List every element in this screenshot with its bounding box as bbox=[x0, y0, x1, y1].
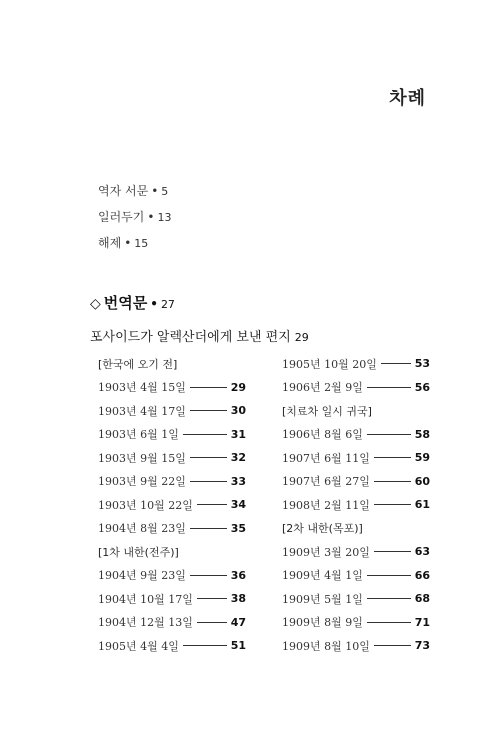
toc-entry-page: 34 bbox=[230, 498, 246, 512]
diamond-icon: ◇ bbox=[90, 296, 101, 312]
front-matter-page: 13 bbox=[157, 211, 172, 224]
leader-line bbox=[374, 551, 411, 552]
toc-entry-page: 47 bbox=[230, 615, 246, 629]
toc-right-column bbox=[282, 352, 430, 658]
toc-entry-date: 1905년 4월 4일 bbox=[98, 639, 179, 653]
toc-entry[interactable] bbox=[282, 376, 430, 400]
toc-entry-page: 58 bbox=[414, 427, 430, 441]
toc-entry-date: 1904년 10월 17일 bbox=[98, 592, 193, 606]
leader-line bbox=[197, 504, 227, 505]
section-label: 번역문 bbox=[103, 294, 148, 312]
toc-group-heading bbox=[98, 352, 246, 376]
toc-entry-date: 1909년 8월 9일 bbox=[282, 616, 363, 630]
toc-entry-page: 73 bbox=[414, 639, 430, 653]
toc-entry-date: 1904년 8월 23일 bbox=[98, 522, 186, 536]
leader-line bbox=[367, 598, 411, 599]
toc-entry-date: 1903년 4월 15일 bbox=[98, 381, 186, 395]
leader-line bbox=[367, 387, 411, 388]
toc-group-label: [한국에 오기 전] bbox=[98, 357, 178, 371]
front-matter-list bbox=[98, 178, 171, 256]
leader-line bbox=[374, 504, 411, 505]
subsection-label: 포사이드가 알렉산더에게 보낸 편지 bbox=[90, 330, 291, 345]
front-matter-label: 일러두기 bbox=[98, 210, 145, 224]
toc-entry-date: 1905년 10월 20일 bbox=[282, 357, 377, 371]
toc-entry-date: 1903년 9월 22일 bbox=[98, 475, 186, 489]
toc-entry-date: 1903년 10월 22일 bbox=[98, 498, 193, 512]
leader-line bbox=[374, 481, 411, 482]
toc-entry-date: 1907년 6월 11일 bbox=[282, 451, 370, 465]
leader-line bbox=[197, 598, 227, 599]
toc-entry-page: 63 bbox=[414, 545, 430, 559]
page-title: 차례 bbox=[389, 88, 426, 109]
toc-entry[interactable] bbox=[282, 493, 430, 517]
toc-entry[interactable] bbox=[282, 564, 430, 588]
toc-entry-page: 56 bbox=[414, 380, 430, 394]
toc-entry-page: 66 bbox=[414, 568, 430, 582]
front-matter-item[interactable] bbox=[98, 230, 171, 256]
toc-entry-page: 31 bbox=[230, 427, 246, 441]
toc-entry-date: 1904년 12월 13일 bbox=[98, 616, 193, 630]
section-page: 27 bbox=[160, 298, 175, 311]
bullet-dot: • bbox=[147, 210, 155, 224]
toc-entry[interactable] bbox=[98, 634, 246, 658]
front-matter-page: 15 bbox=[134, 237, 149, 250]
toc-entry-page: 53 bbox=[414, 357, 430, 371]
front-matter-label: 역자 서문 bbox=[98, 184, 149, 198]
toc-entry[interactable] bbox=[282, 352, 430, 376]
subsection-heading[interactable] bbox=[90, 326, 309, 345]
toc-entry-date: 1903년 6월 1일 bbox=[98, 428, 179, 442]
leader-line bbox=[190, 575, 227, 576]
leader-line bbox=[374, 457, 411, 458]
leader-line bbox=[367, 434, 411, 435]
toc-entry[interactable] bbox=[98, 564, 246, 588]
front-matter-label: 해제 bbox=[98, 236, 122, 250]
toc-left-column bbox=[98, 352, 246, 658]
toc-entry-page: 71 bbox=[414, 615, 430, 629]
toc-entry-page: 68 bbox=[414, 592, 430, 606]
leader-line bbox=[190, 481, 227, 482]
leader-line bbox=[190, 387, 227, 388]
leader-line bbox=[374, 645, 411, 646]
toc-entry-page: 59 bbox=[414, 451, 430, 465]
toc-entry-date: 1908년 2월 11일 bbox=[282, 498, 370, 512]
leader-line bbox=[183, 434, 227, 435]
toc-entry[interactable] bbox=[98, 376, 246, 400]
toc-entry[interactable] bbox=[98, 423, 246, 447]
toc-entry[interactable] bbox=[98, 611, 246, 635]
toc-entry[interactable] bbox=[282, 446, 430, 470]
toc-group-label: [치료차 일시 귀국] bbox=[282, 404, 372, 418]
toc-group-heading bbox=[282, 517, 430, 541]
leader-line bbox=[190, 457, 227, 458]
toc-group-heading bbox=[98, 540, 246, 564]
leader-line bbox=[381, 363, 411, 364]
toc-entry-date: 1909년 8월 10일 bbox=[282, 639, 370, 653]
toc-entry-page: 35 bbox=[230, 521, 246, 535]
toc-entry[interactable] bbox=[98, 493, 246, 517]
toc-entry-page: 30 bbox=[230, 404, 246, 418]
subsection-page: 29 bbox=[294, 331, 309, 344]
toc-entry-page: 38 bbox=[230, 592, 246, 606]
toc-group-heading bbox=[282, 399, 430, 423]
leader-line bbox=[190, 410, 227, 411]
toc-entry-page: 33 bbox=[230, 474, 246, 488]
toc-entry[interactable] bbox=[98, 587, 246, 611]
toc-entry-date: 1906년 8월 6일 bbox=[282, 428, 363, 442]
toc-entry[interactable] bbox=[282, 423, 430, 447]
toc-entry[interactable] bbox=[282, 611, 430, 635]
toc-entry-date: 1903년 9월 15일 bbox=[98, 451, 186, 465]
toc-entry-date: 1903년 4월 17일 bbox=[98, 404, 186, 418]
leader-line bbox=[197, 622, 227, 623]
bullet-dot: • bbox=[151, 184, 159, 198]
leader-line bbox=[183, 645, 227, 646]
toc-entry-date: 1907년 6월 27일 bbox=[282, 475, 370, 489]
front-matter-page: 5 bbox=[161, 185, 169, 198]
bullet-dot: • bbox=[150, 297, 158, 311]
toc-entry[interactable] bbox=[282, 634, 430, 658]
front-matter-item[interactable] bbox=[98, 204, 171, 230]
toc-entry[interactable] bbox=[282, 470, 430, 494]
toc-entry-page: 29 bbox=[230, 380, 246, 394]
leader-line bbox=[190, 528, 227, 529]
toc-entry-date: 1904년 9월 23일 bbox=[98, 569, 186, 583]
toc-entry-date: 1906년 2월 9일 bbox=[282, 381, 363, 395]
toc-entry-page: 36 bbox=[230, 568, 246, 582]
toc-group-label: [2차 내한(목포)] bbox=[282, 522, 363, 536]
bullet-dot: • bbox=[124, 236, 132, 250]
toc-entry[interactable] bbox=[98, 470, 246, 494]
toc-entry-page: 32 bbox=[230, 451, 246, 465]
toc-entry-page: 61 bbox=[414, 498, 430, 512]
leader-line bbox=[367, 575, 411, 576]
toc-entry-date: 1909년 3월 20일 bbox=[282, 545, 370, 559]
toc-group-label: [1차 내한(전주)] bbox=[98, 545, 179, 559]
toc-entry-page: 51 bbox=[230, 639, 246, 653]
toc-entry[interactable] bbox=[98, 446, 246, 470]
front-matter-item[interactable] bbox=[98, 178, 171, 204]
leader-line bbox=[367, 622, 411, 623]
section-heading[interactable] bbox=[90, 292, 175, 313]
toc-entry-page: 60 bbox=[414, 474, 430, 488]
toc-entry[interactable] bbox=[98, 399, 246, 423]
toc-entry-date: 1909년 5월 1일 bbox=[282, 592, 363, 606]
toc-entry-date: 1909년 4월 1일 bbox=[282, 569, 363, 583]
toc-entry[interactable] bbox=[282, 587, 430, 611]
toc-entry[interactable] bbox=[282, 540, 430, 564]
toc-entry[interactable] bbox=[98, 517, 246, 541]
